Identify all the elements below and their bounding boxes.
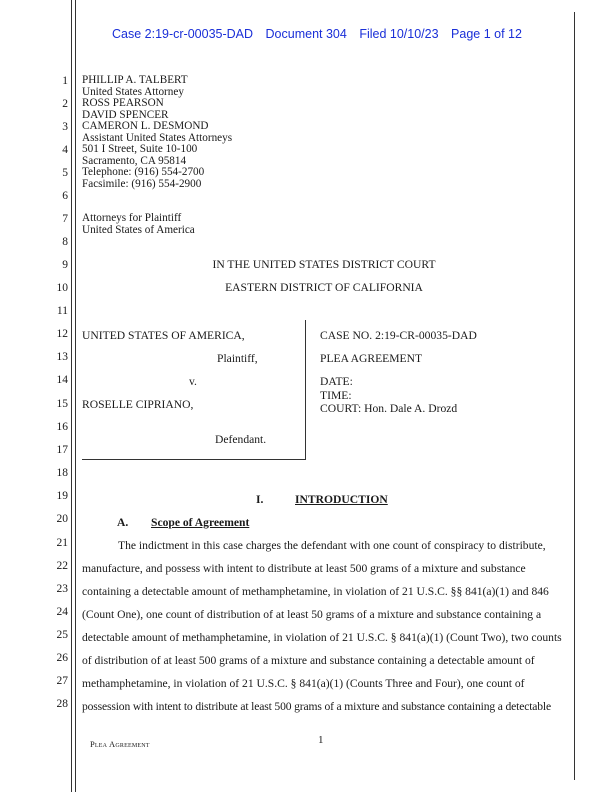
attorney-line: United States Attorney bbox=[82, 86, 184, 98]
section-number: I. bbox=[256, 493, 264, 506]
line-number: 14 bbox=[56, 374, 68, 386]
line-number: 24 bbox=[56, 606, 68, 618]
line-number: 2 bbox=[62, 98, 68, 110]
body-line: containing a detectable amount of methamphetamine, in violation of 21 U.S.C. §§ 841(a)(1) and 846 bbox=[82, 585, 549, 598]
line-number: 25 bbox=[56, 629, 68, 641]
body-line: possession with intent to distribute at least 500 grams of a mixture and substance containing a detectable bbox=[82, 700, 551, 713]
line-number: 22 bbox=[56, 560, 68, 572]
right-margin-rule bbox=[574, 12, 575, 780]
time-label: TIME: bbox=[320, 389, 352, 402]
line-number: 9 bbox=[62, 259, 68, 271]
versus: v. bbox=[189, 375, 197, 388]
left-margin-rule-inner bbox=[75, 0, 76, 792]
page-number: 1 bbox=[318, 734, 324, 746]
ecf-header bbox=[112, 27, 531, 41]
attorney-line: CAMERON L. DESMOND bbox=[82, 120, 209, 132]
line-number: 27 bbox=[56, 675, 68, 687]
section-title: INTRODUCTION bbox=[295, 493, 388, 506]
filed-date: Filed 10/10/23 bbox=[359, 27, 439, 41]
attorney-line: ROSS PEARSON bbox=[82, 97, 164, 109]
line-number: 3 bbox=[62, 121, 68, 133]
document-title: PLEA AGREEMENT bbox=[320, 352, 423, 365]
case-no: CASE NO. 2:19-CR-00035-DAD bbox=[320, 329, 477, 342]
caption-divider-horizontal bbox=[82, 459, 306, 460]
date-label: DATE: bbox=[320, 375, 353, 388]
body-line: detectable amount of methamphetamine, in violation of 21 U.S.C. § 841(a)(1) (Count Two), two counts bbox=[82, 631, 562, 644]
left-margin-rule-outer bbox=[71, 0, 72, 792]
page-count: Page 1 of 12 bbox=[451, 27, 522, 41]
line-number: 1 bbox=[62, 75, 68, 87]
attorney-line: 501 I Street, Suite 10-100 bbox=[82, 143, 198, 155]
footer-label: Plea Agreement bbox=[90, 739, 150, 749]
attorney-line: Assistant United States Attorneys bbox=[82, 132, 233, 144]
body-line: methamphetamine, in violation of 21 U.S.C. § 841(a)(1) (Counts Three and Four), one count of bbox=[82, 677, 525, 690]
line-number: 10 bbox=[56, 282, 68, 294]
body-line: of distribution of at least 500 grams of a mixture and substance containing a detectable amount of bbox=[82, 654, 535, 667]
attorney-line: Facsimile: (916) 554-2900 bbox=[82, 178, 202, 190]
line-number: 8 bbox=[62, 236, 68, 248]
line-number: 19 bbox=[56, 490, 68, 502]
plaintiff-name: UNITED STATES OF AMERICA, bbox=[82, 329, 245, 342]
defendant-label: Defendant. bbox=[215, 433, 267, 446]
line-number: 26 bbox=[56, 652, 68, 664]
line-number: 5 bbox=[62, 167, 68, 179]
attorney-line: Telephone: (916) 554-2700 bbox=[82, 166, 205, 178]
plaintiff-label: Plaintiff, bbox=[217, 352, 258, 365]
case-number: Case 2:19-cr-00035-DAD bbox=[112, 27, 254, 41]
line-number: 15 bbox=[56, 398, 68, 410]
court-name: IN THE UNITED STATES DISTRICT COURT bbox=[212, 258, 436, 271]
line-number: 4 bbox=[62, 144, 68, 156]
line-number: 12 bbox=[56, 328, 68, 340]
court-district: EASTERN DISTRICT OF CALIFORNIA bbox=[225, 281, 423, 294]
line-number: 11 bbox=[56, 305, 68, 317]
attorney-line: Sacramento, CA 95814 bbox=[82, 155, 187, 167]
attorneys-for-line: Attorneys for Plaintiff bbox=[82, 212, 182, 224]
line-number: 13 bbox=[56, 351, 68, 363]
body-line: manufacture, and possess with intent to distribute at least 500 grams of a mixture and substance bbox=[82, 562, 526, 575]
subsection-title: Scope of Agreement bbox=[151, 516, 250, 529]
court-judge: COURT: Hon. Dale A. Drozd bbox=[320, 402, 458, 415]
attorney-line: PHILLIP A. TALBERT bbox=[82, 74, 188, 86]
attorneys-for-line: United States of America bbox=[82, 224, 195, 236]
line-number: 23 bbox=[56, 583, 68, 595]
line-number: 7 bbox=[62, 213, 68, 225]
body-line: The indictment in this case charges the defendant with one count of conspiracy to distribute, bbox=[118, 539, 546, 552]
line-number: 6 bbox=[62, 190, 68, 202]
line-number: 18 bbox=[56, 467, 68, 479]
body-line: (Count One), one count of distribution of at least 50 grams of a mixture and substance containing a bbox=[82, 608, 542, 621]
line-number: 28 bbox=[56, 698, 68, 710]
line-number: 17 bbox=[56, 444, 68, 456]
document-number: Document 304 bbox=[265, 27, 347, 41]
attorney-line: DAVID SPENCER bbox=[82, 109, 169, 121]
line-number: 21 bbox=[56, 537, 68, 549]
line-number: 16 bbox=[56, 421, 68, 433]
line-number: 20 bbox=[56, 513, 68, 525]
subsection-letter: A. bbox=[117, 516, 129, 529]
defendant-name: ROSELLE CIPRIANO, bbox=[82, 398, 194, 411]
caption-divider-vertical bbox=[305, 320, 306, 460]
